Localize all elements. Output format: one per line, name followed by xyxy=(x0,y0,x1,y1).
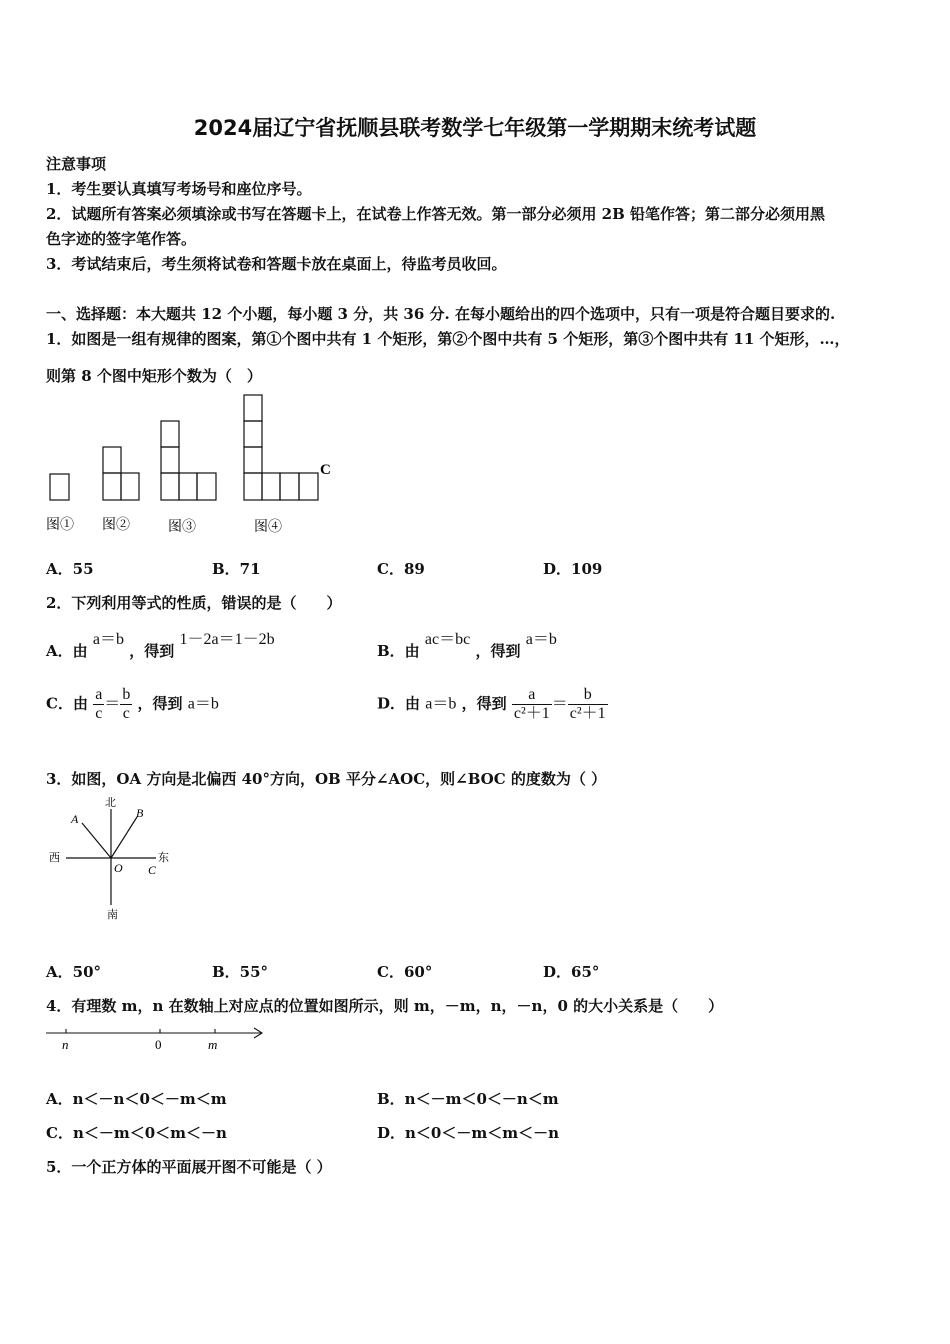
q3-option-a[interactable]: A．50° xyxy=(46,963,102,981)
q4-stem: 4．有理数 m，n 在数轴上对应点的位置如图所示，则 m，－m，n，－n，0 的大小关系是（ ） xyxy=(46,997,724,1015)
q1-option-a[interactable]: A．55 xyxy=(46,560,94,578)
axis-label-n: n xyxy=(62,1037,69,1052)
q2-b-eq2: a＝b xyxy=(525,631,557,648)
page-title: 2024届辽宁省抚顺县联考数学七年级第一学期期末统考试题 xyxy=(193,116,757,140)
q1-option-c[interactable]: C．89 xyxy=(377,560,425,578)
notice-item-1: 1．考生要认真填写考场号和座位序号。 xyxy=(46,180,312,198)
west-label: 西 xyxy=(49,852,60,864)
point-a-label: A xyxy=(71,812,79,826)
q2-d-prefix: D．由 xyxy=(377,694,421,713)
q2-c-eq2: a＝b xyxy=(187,695,219,713)
point-c-label: C xyxy=(148,863,157,877)
fig3-rect xyxy=(179,473,197,500)
q2-c-fraction-a: $\frac{a}{c}$ xyxy=(95,686,103,722)
q1-stem-line1: 1．如图是一组有规律的图案，第①个图中共有 1 个矩形，第②个图中共有 5 个矩形，第③个图中共有 11 个矩形，…， xyxy=(46,330,850,348)
q2-option-b[interactable] xyxy=(377,631,557,661)
q2-d-eq1: a＝b xyxy=(425,695,457,713)
q4-option-c[interactable]: C．n＜－m＜0＜m＜－n xyxy=(46,1124,227,1142)
axis-label-m: m xyxy=(208,1037,218,1052)
north-label: 北 xyxy=(105,797,116,809)
q2-option-c[interactable] xyxy=(46,686,219,723)
q4-option-b[interactable]: B．n＜－m＜0＜－n＜m xyxy=(377,1090,559,1108)
fig1-label: 图① xyxy=(46,518,74,533)
fig4-corner-label: C xyxy=(320,462,331,478)
q2-d-mid: ，得到 xyxy=(461,694,507,713)
q2-a-eq2: 1－2a＝1－2b xyxy=(179,631,275,648)
q1-stem-line2: 则第 8 个图中矩形个数为（ ） xyxy=(46,367,262,385)
q3-option-b[interactable]: B．55° xyxy=(212,963,269,981)
notice-item-3: 3．考试结束后，考生须将试卷和答题卡放在桌面上，待监考员收回。 xyxy=(46,255,507,273)
q2-c-equals: ＝ xyxy=(104,695,121,713)
fig2-label: 图② xyxy=(102,518,130,533)
q3-option-c[interactable]: C．60° xyxy=(377,963,433,981)
point-b-label: B xyxy=(136,806,144,820)
q2-option-a[interactable] xyxy=(46,631,275,661)
fig4-rect xyxy=(299,473,318,500)
fig4-label: 图④ xyxy=(254,520,282,535)
fig4-rect xyxy=(244,447,262,473)
point-o-label: O xyxy=(114,861,123,875)
ray-ob xyxy=(111,817,137,858)
q2-b-eq1: ac＝bc xyxy=(424,631,471,648)
fig4-rect xyxy=(244,421,262,447)
q2-a-prefix: A．由 xyxy=(46,642,88,660)
q2-d-equals: ＝ xyxy=(551,695,568,713)
q2-b-prefix: B．由 xyxy=(377,642,420,660)
east-label: 东 xyxy=(158,852,169,864)
fig4-rect xyxy=(244,473,262,500)
notice-heading: 注意事项 xyxy=(46,155,107,173)
fig2-rect xyxy=(103,447,121,473)
fig2-rect xyxy=(103,473,121,500)
fig2-rect xyxy=(121,473,139,500)
q5-stem: 5．一个正方体的平面展开图不可能是（ ） xyxy=(46,1158,332,1176)
q2-c-mid: ，得到 xyxy=(137,694,183,713)
q3-stem: 3．如图，OA 方向是北偏西 40°方向，OB 平分∠AOC，则∠BOC 的度数为（ ） xyxy=(46,770,607,788)
q3-compass-figure xyxy=(44,795,179,925)
q2-d-fraction-a: $\frac{a}{\text{c²＋1}}$ xyxy=(513,686,550,722)
q2-c-fraction-b: $\frac{b}{c}$ xyxy=(122,686,131,722)
q3-option-d[interactable]: D．65° xyxy=(543,963,600,981)
q2-c-prefix: C．由 xyxy=(46,694,88,713)
fig4-rect xyxy=(280,473,299,500)
q4-option-d[interactable]: D．n＜0＜－m＜m＜－n xyxy=(377,1124,560,1142)
q2-a-eq1: a＝b xyxy=(92,631,124,648)
q4-option-a[interactable]: A．n＜－n＜0＜－m＜m xyxy=(46,1090,227,1108)
q2-stem: 2．下列利用等式的性质，错误的是（ ） xyxy=(46,594,342,612)
axis-label-zero: 0 xyxy=(155,1037,162,1052)
q1-option-b[interactable]: B．71 xyxy=(212,560,261,578)
notice-item-2-cont: 色字迹的签字笔作答。 xyxy=(46,230,197,248)
fig3-label: 图③ xyxy=(168,520,196,535)
fig4-rect xyxy=(244,395,262,421)
fig4-rect xyxy=(262,473,280,500)
ray-oa xyxy=(82,823,111,858)
fig1-rect xyxy=(50,474,69,500)
q4-number-line xyxy=(44,1025,269,1055)
fig3-rect xyxy=(161,447,179,473)
fig3-rect xyxy=(197,473,216,500)
fig3-rect xyxy=(161,473,179,500)
q2-option-d[interactable] xyxy=(377,686,608,723)
fig3-rect xyxy=(161,421,179,447)
q1-figure xyxy=(44,390,344,542)
q2-b-mid: ，得到 xyxy=(475,642,521,660)
q1-option-d[interactable]: D．109 xyxy=(543,560,603,578)
notice-item-2: 2．试题所有答案必须填涂或书写在答题卡上，在试卷上作答无效。第一部分必须用 2B 铅笔作答；第二部分必须用黑 xyxy=(46,205,826,223)
section-heading: 一、选择题：本大题共 12 个小题，每小题 3 分，共 36 分. 在每小题给出的四个选项中，只有一项是符合题目要求的. xyxy=(46,305,836,323)
q2-d-fraction-b: $\frac{b}{\text{c²＋1}}$ xyxy=(569,686,606,722)
q2-a-mid: ，得到 xyxy=(129,642,175,660)
south-label: 南 xyxy=(107,909,118,921)
